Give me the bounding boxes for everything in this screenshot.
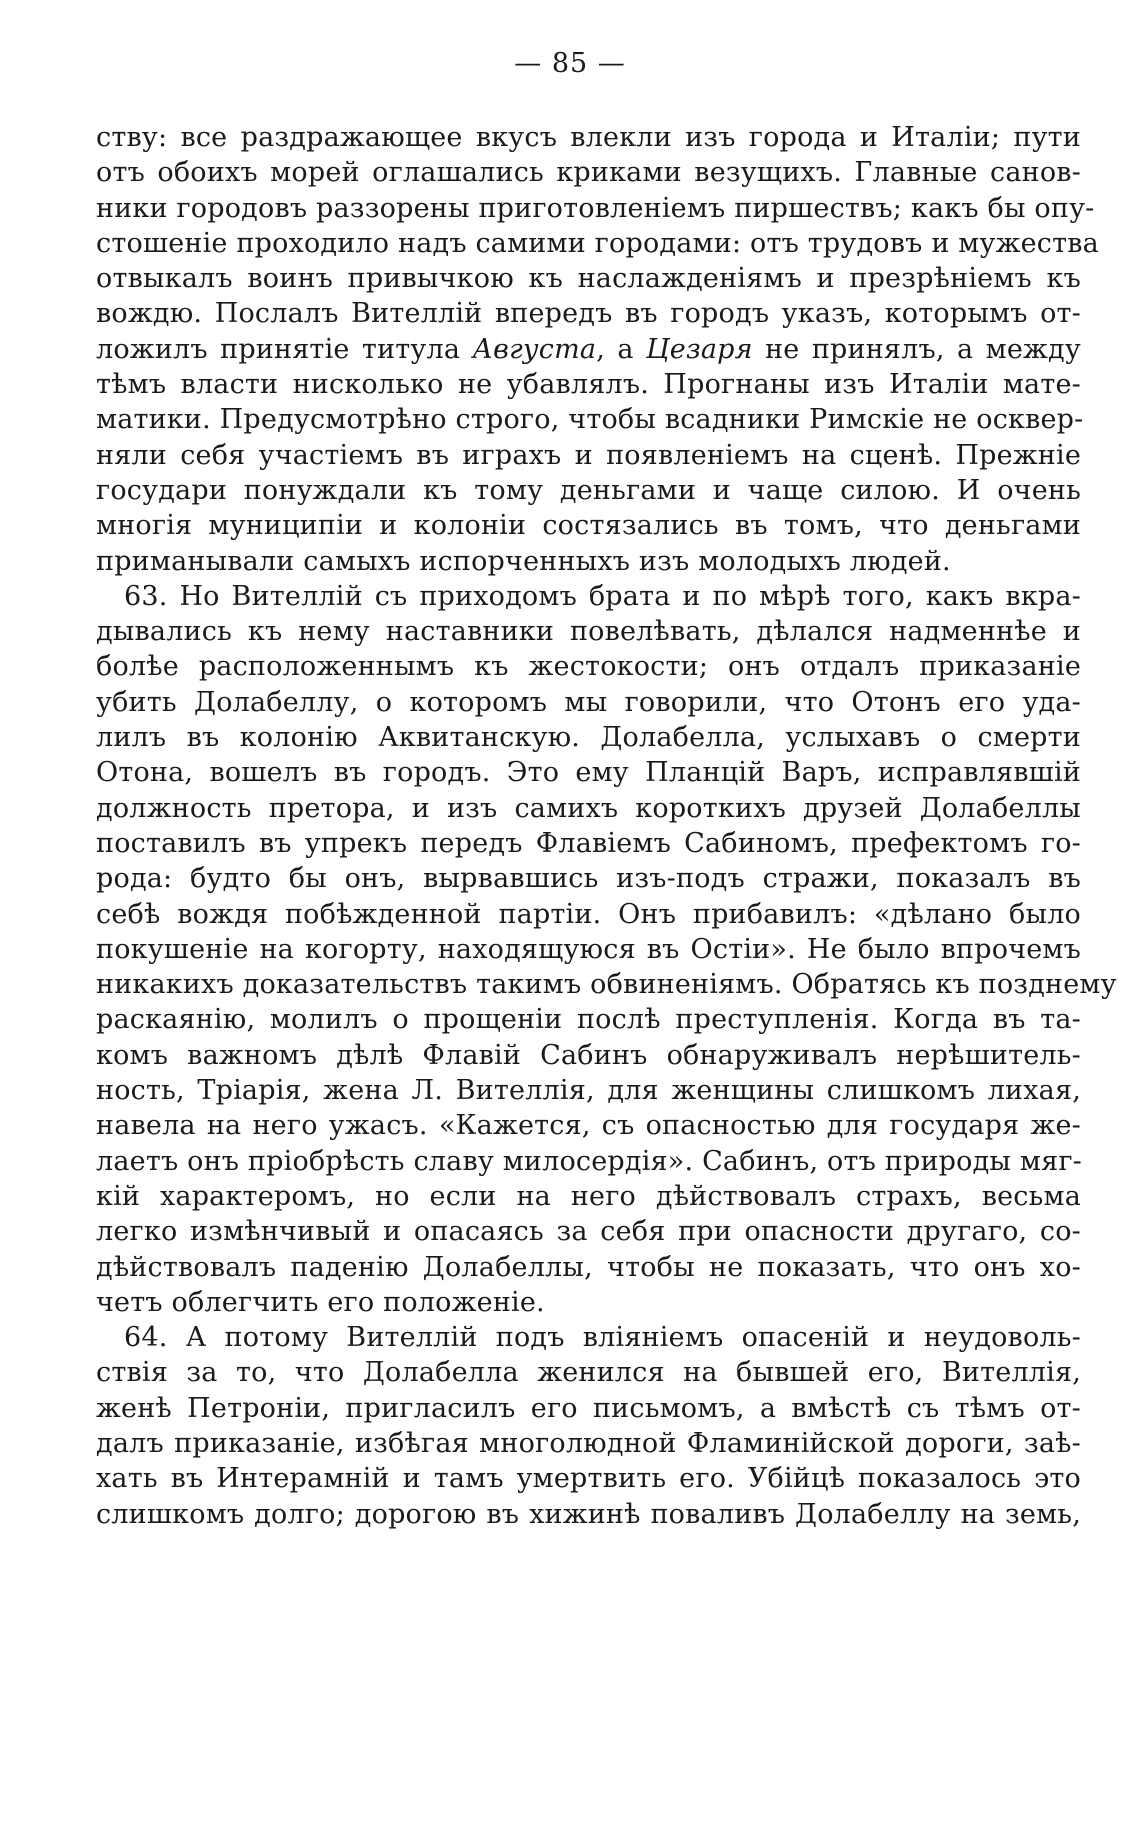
paragraph-64-start: 64. А потому Вителлій подъ вліяніемъ опасеній и неудоволь- bbox=[124, 1322, 1081, 1354]
text-line: ствія за то, что Долабелла женился на бывшей его, Вителлія, bbox=[96, 1357, 1081, 1389]
text-line: ству: все раздражающее вкусъ влекли изъ города и Италіи; пути bbox=[96, 122, 1081, 153]
text-line-with-italics bbox=[96, 332, 1081, 367]
text-line: болѣе расположеннымъ къ жестокости; онъ отдалъ приказаніе bbox=[96, 651, 1081, 683]
text-line: матики. Предусмотрѣно строго, чтобы всадники Римскіе не осквер- bbox=[96, 404, 1084, 436]
text-line: хать въ Интерамній и тамъ умертвить его. Убійцѣ показалось это bbox=[96, 1463, 1081, 1495]
text-line: поставилъ въ упрекъ передъ Флавіемъ Сабиномъ, префектомъ го- bbox=[96, 827, 1081, 859]
text-line: ность, Тріарія, жена Л. Вителлія, для женщины слишкомъ лихая, bbox=[96, 1075, 1081, 1107]
body-text bbox=[96, 120, 1117, 1532]
text-line: дывались къ нему наставники повелѣвать, дѣлался надменнѣе и bbox=[96, 616, 1081, 648]
text-fragment: , а bbox=[596, 333, 634, 365]
text-line: далъ приказаніе, избѣгая многолюдной Фламинійской дороги, заѣ- bbox=[96, 1427, 1081, 1459]
text-line: ники городовъ раззорены приготовленіемъ пиршествъ; какъ бы опу- bbox=[96, 192, 1095, 224]
text-line: кій характеромъ, но если на него дѣйствовалъ страхъ, весьма bbox=[96, 1180, 1081, 1212]
text-line: четъ облегчить его положеніе. bbox=[96, 1286, 545, 1318]
text-line: никакихъ доказательствъ такимъ обвиненіямъ. Обратясь къ позднему bbox=[96, 969, 1117, 1001]
text-line: лаетъ онъ пріобрѣсть славу милосердія». Сабинъ, отъ природы мяг- bbox=[96, 1145, 1082, 1177]
text-line: няли себя участіемъ въ играхъ и появленіемъ на сценѣ. Прежніе bbox=[96, 439, 1081, 471]
text-line: должность претора, и изъ самихъ короткихъ друзей Долабеллы bbox=[96, 792, 1081, 824]
italic-caesar: Цезаря bbox=[646, 333, 753, 365]
text-fragment: ложилъ принятіе титула bbox=[96, 333, 461, 365]
page-number: — 85 — bbox=[514, 48, 626, 79]
text-line: женѣ Петроніи, пригласилъ его письмомъ, а вмѣстѣ съ тѣмъ от- bbox=[96, 1392, 1081, 1424]
text-line: слишкомъ долго; дорогою въ хижинѣ поваливъ Долабеллу на земь, bbox=[96, 1498, 1081, 1530]
text-line: отъ обоихъ морей оглашались криками везущихъ. Главные санов- bbox=[96, 157, 1081, 189]
text-line: тѣмъ власти нисколько не убавлялъ. Прогнаны изъ Италіи мате- bbox=[96, 369, 1081, 401]
text-line: многія муниципіи и колоніи состязались въ томъ, что деньгами bbox=[96, 510, 1081, 542]
text-line: лилъ въ колонію Аквитанскую. Долабелла, услыхавъ о смерти bbox=[96, 722, 1081, 754]
text-line: отвыкалъ воинъ привычкою къ наслажденіямъ и презрѣніемъ къ bbox=[96, 263, 1081, 295]
text-line: стошеніе проходило надъ самими городами: отъ трудовъ и мужества bbox=[96, 227, 1099, 259]
text-line: раскаянію, молилъ о прощеніи послѣ преступленія. Когда въ та- bbox=[96, 1004, 1081, 1036]
text-line: комъ важномъ дѣлѣ Флавій Сабинъ обнаруживалъ нерѣшитель- bbox=[96, 1039, 1081, 1071]
italic-augustus: Августа bbox=[472, 333, 597, 365]
text-fragment: не принялъ, а между bbox=[752, 333, 1081, 365]
text-line: себѣ вождя побѣжденной партіи. Онъ прибавилъ: «дѣлано было bbox=[96, 898, 1081, 930]
text-line: государи понуждали къ тому деньгами и чаще силою. И очень bbox=[96, 474, 1081, 506]
text-line: убить Долабеллу, о которомъ мы говорили, что Отонъ его уда- bbox=[96, 686, 1081, 718]
text-line: легко измѣнчивый и опасаясь за себя при опасности другаго, со- bbox=[96, 1216, 1081, 1248]
text-line: покушеніе на когорту, находящуюся въ Остіи». Не было впрочемъ bbox=[96, 933, 1081, 965]
text-line: приманывали самыхъ испорченныхъ изъ молодыхъ людей. bbox=[96, 545, 951, 577]
text-line: навела на него ужасъ. «Кажется, съ опасностью для государя же- bbox=[96, 1110, 1081, 1142]
text-line: рода: будто бы онъ, вырвавшись изъ-подъ стражи, показалъ въ bbox=[96, 863, 1081, 895]
text-line: дѣйствовалъ паденію Долабеллы, чтобы не показать, что онъ хо- bbox=[96, 1251, 1081, 1283]
paragraph-63-start: 63. Но Вителлій съ приходомъ брата и по мѣрѣ того, какъ вкра- bbox=[124, 580, 1081, 612]
text-line: вождю. Послалъ Вителлій впередъ въ городъ указъ, которымъ от- bbox=[96, 298, 1081, 330]
text-line: Отона, вошелъ въ городъ. Это ему Планцій Варъ, исправлявшій bbox=[96, 757, 1081, 789]
